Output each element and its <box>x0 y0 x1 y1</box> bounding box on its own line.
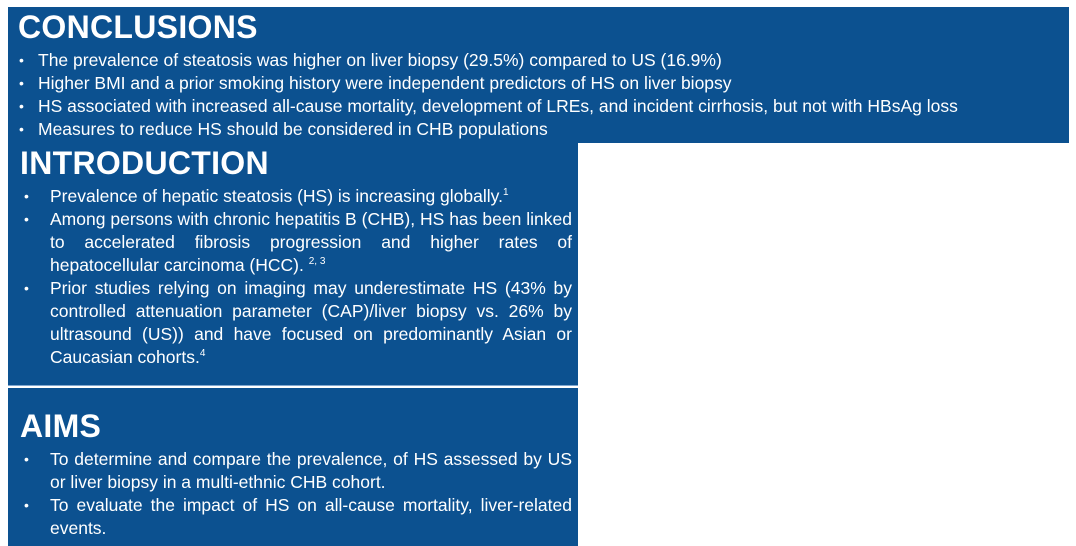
section-divider <box>8 385 578 386</box>
list-item: • Higher BMI and a prior smoking history were independent predictors of HS on liver biopsy <box>19 73 732 93</box>
introduction-list <box>20 185 578 369</box>
list-item: • Among persons with chronic hepatitis B (CHB), HS has been linked to accelerated fibrosis progression and higher rates of hepatocellular carcinoma (HCC). $^{2, 3}$ <box>24 209 572 275</box>
bullet-icon: • <box>24 211 29 227</box>
introduction-heading: INTRODUCTION <box>20 145 269 181</box>
aims-list <box>20 448 578 540</box>
conclusions-heading: CONCLUSIONS <box>18 9 258 45</box>
list-item: • Prevalence of hepatic steatosis (HS) is increasing globally.$^1$ <box>24 186 509 206</box>
list-item: • Measures to reduce HS should be considered in CHB populations <box>19 119 548 139</box>
reference-superscript: 4 <box>199 348 206 359</box>
bullet-icon: • <box>19 98 24 114</box>
bullet-icon: • <box>24 280 29 296</box>
bullet-icon: • <box>24 497 29 513</box>
reference-superscript: 2, 3 <box>308 256 326 267</box>
list-item: • To evaluate the impact of HS on all-cause mortality, liver-related events. <box>24 495 572 538</box>
bullet-icon: • <box>24 188 29 204</box>
bullet-icon: • <box>19 75 24 91</box>
list-item: • To determine and compare the prevalence, of HS assessed by US or liver biopsy in a multi-ethnic CHB cohort. <box>24 449 572 492</box>
reference-superscript: 1 <box>502 187 509 198</box>
aims-section <box>8 388 578 546</box>
aims-heading: AIMS <box>20 408 102 444</box>
bullet-icon: • <box>19 121 24 137</box>
bullet-icon: • <box>24 451 29 467</box>
list-item: • The prevalence of steatosis was higher on liver biopsy (29.5%) compared to US (16.9%) <box>19 50 722 70</box>
introduction-section <box>8 143 578 386</box>
bullet-icon: • <box>19 52 24 68</box>
list-item: • Prior studies relying on imaging may underestimate HS (43% by controlled attenuation parameter (CAP)/liver biopsy vs. 26% by ultrasound (US)) and have focused on predominantly Asian or Caucasian cohorts.$^4$ <box>24 278 572 367</box>
list-item: • HS associated with increased all-cause mortality, development of LREs, and incident cirrhosis, but not with HBsAg loss <box>19 96 958 116</box>
conclusions-list <box>18 49 1069 141</box>
conclusions-section <box>8 7 1069 143</box>
